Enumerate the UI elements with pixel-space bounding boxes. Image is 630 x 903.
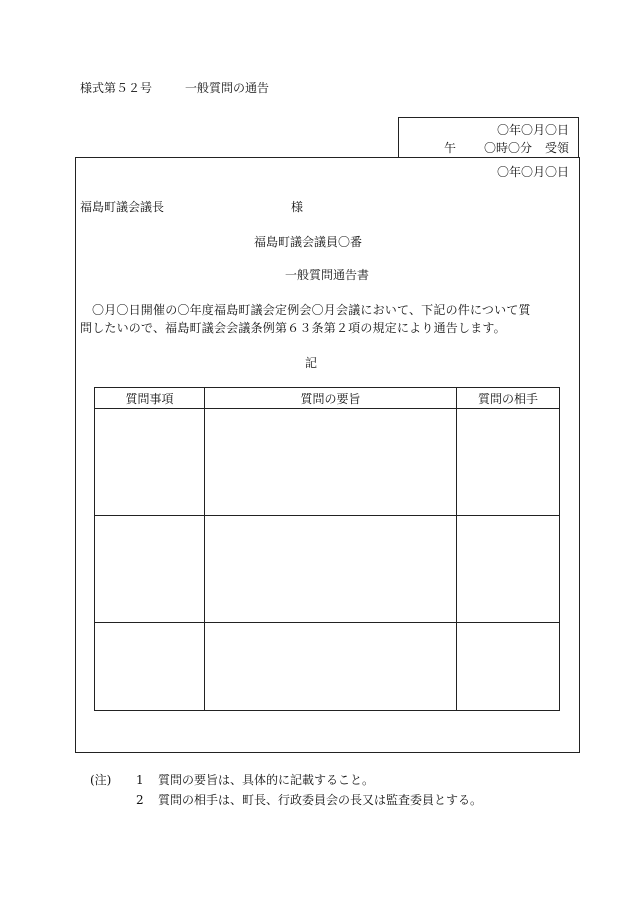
receipt-date: 〇年〇月〇日 bbox=[497, 123, 570, 137]
question-table bbox=[94, 387, 560, 711]
notes-label: (注) bbox=[90, 773, 112, 787]
honorific: 様 bbox=[291, 200, 304, 214]
sender: 福島町議会議員〇番 bbox=[254, 235, 363, 249]
note-number: 1 bbox=[136, 773, 144, 787]
question-addressee-cell[interactable] bbox=[457, 623, 560, 711]
question-addressee-cell[interactable] bbox=[457, 409, 560, 516]
body-line-2: 問したいので、福島町議会会議条例第６３条第２項の規定により通告します。 bbox=[80, 321, 506, 335]
header-question-item: 質問事項 bbox=[95, 388, 205, 409]
table-row bbox=[95, 516, 560, 623]
header-question-summary: 質問の要旨 bbox=[205, 388, 457, 409]
ki-label: 記 bbox=[305, 356, 318, 370]
notice-title: 一般質問通告書 bbox=[285, 268, 370, 282]
receipt-received-label: 受領 bbox=[545, 141, 570, 155]
question-summary-cell[interactable] bbox=[205, 516, 457, 623]
form-title: 一般質問の通告 bbox=[185, 81, 270, 95]
table-row bbox=[95, 623, 560, 711]
notice-date: 〇年〇月〇日 bbox=[497, 165, 570, 179]
table-header-row bbox=[95, 388, 560, 409]
question-item-cell[interactable] bbox=[95, 409, 205, 516]
form-number: 様式第５２号 bbox=[80, 81, 153, 95]
addressee: 福島町議会議長 bbox=[80, 200, 165, 214]
question-item-cell[interactable] bbox=[95, 623, 205, 711]
header-question-addressee: 質問の相手 bbox=[457, 388, 560, 409]
receipt-time: 〇時〇分 bbox=[484, 141, 533, 155]
question-addressee-cell[interactable] bbox=[457, 516, 560, 623]
note-number: 2 bbox=[136, 793, 144, 807]
question-item-cell[interactable] bbox=[95, 516, 205, 623]
question-summary-cell[interactable] bbox=[205, 409, 457, 516]
note-text: 質問の要旨は、具体的に記載すること。 bbox=[158, 773, 375, 787]
body-line-1: 〇月〇日開催の〇年度福島町議会定例会〇月会議において、下記の件について質 bbox=[92, 303, 531, 317]
table-row bbox=[95, 409, 560, 516]
question-summary-cell[interactable] bbox=[205, 623, 457, 711]
note-text: 質問の相手は、町長、行政委員会の長又は監査委員とする。 bbox=[158, 793, 483, 807]
receipt-ampm: 午 bbox=[444, 141, 457, 155]
